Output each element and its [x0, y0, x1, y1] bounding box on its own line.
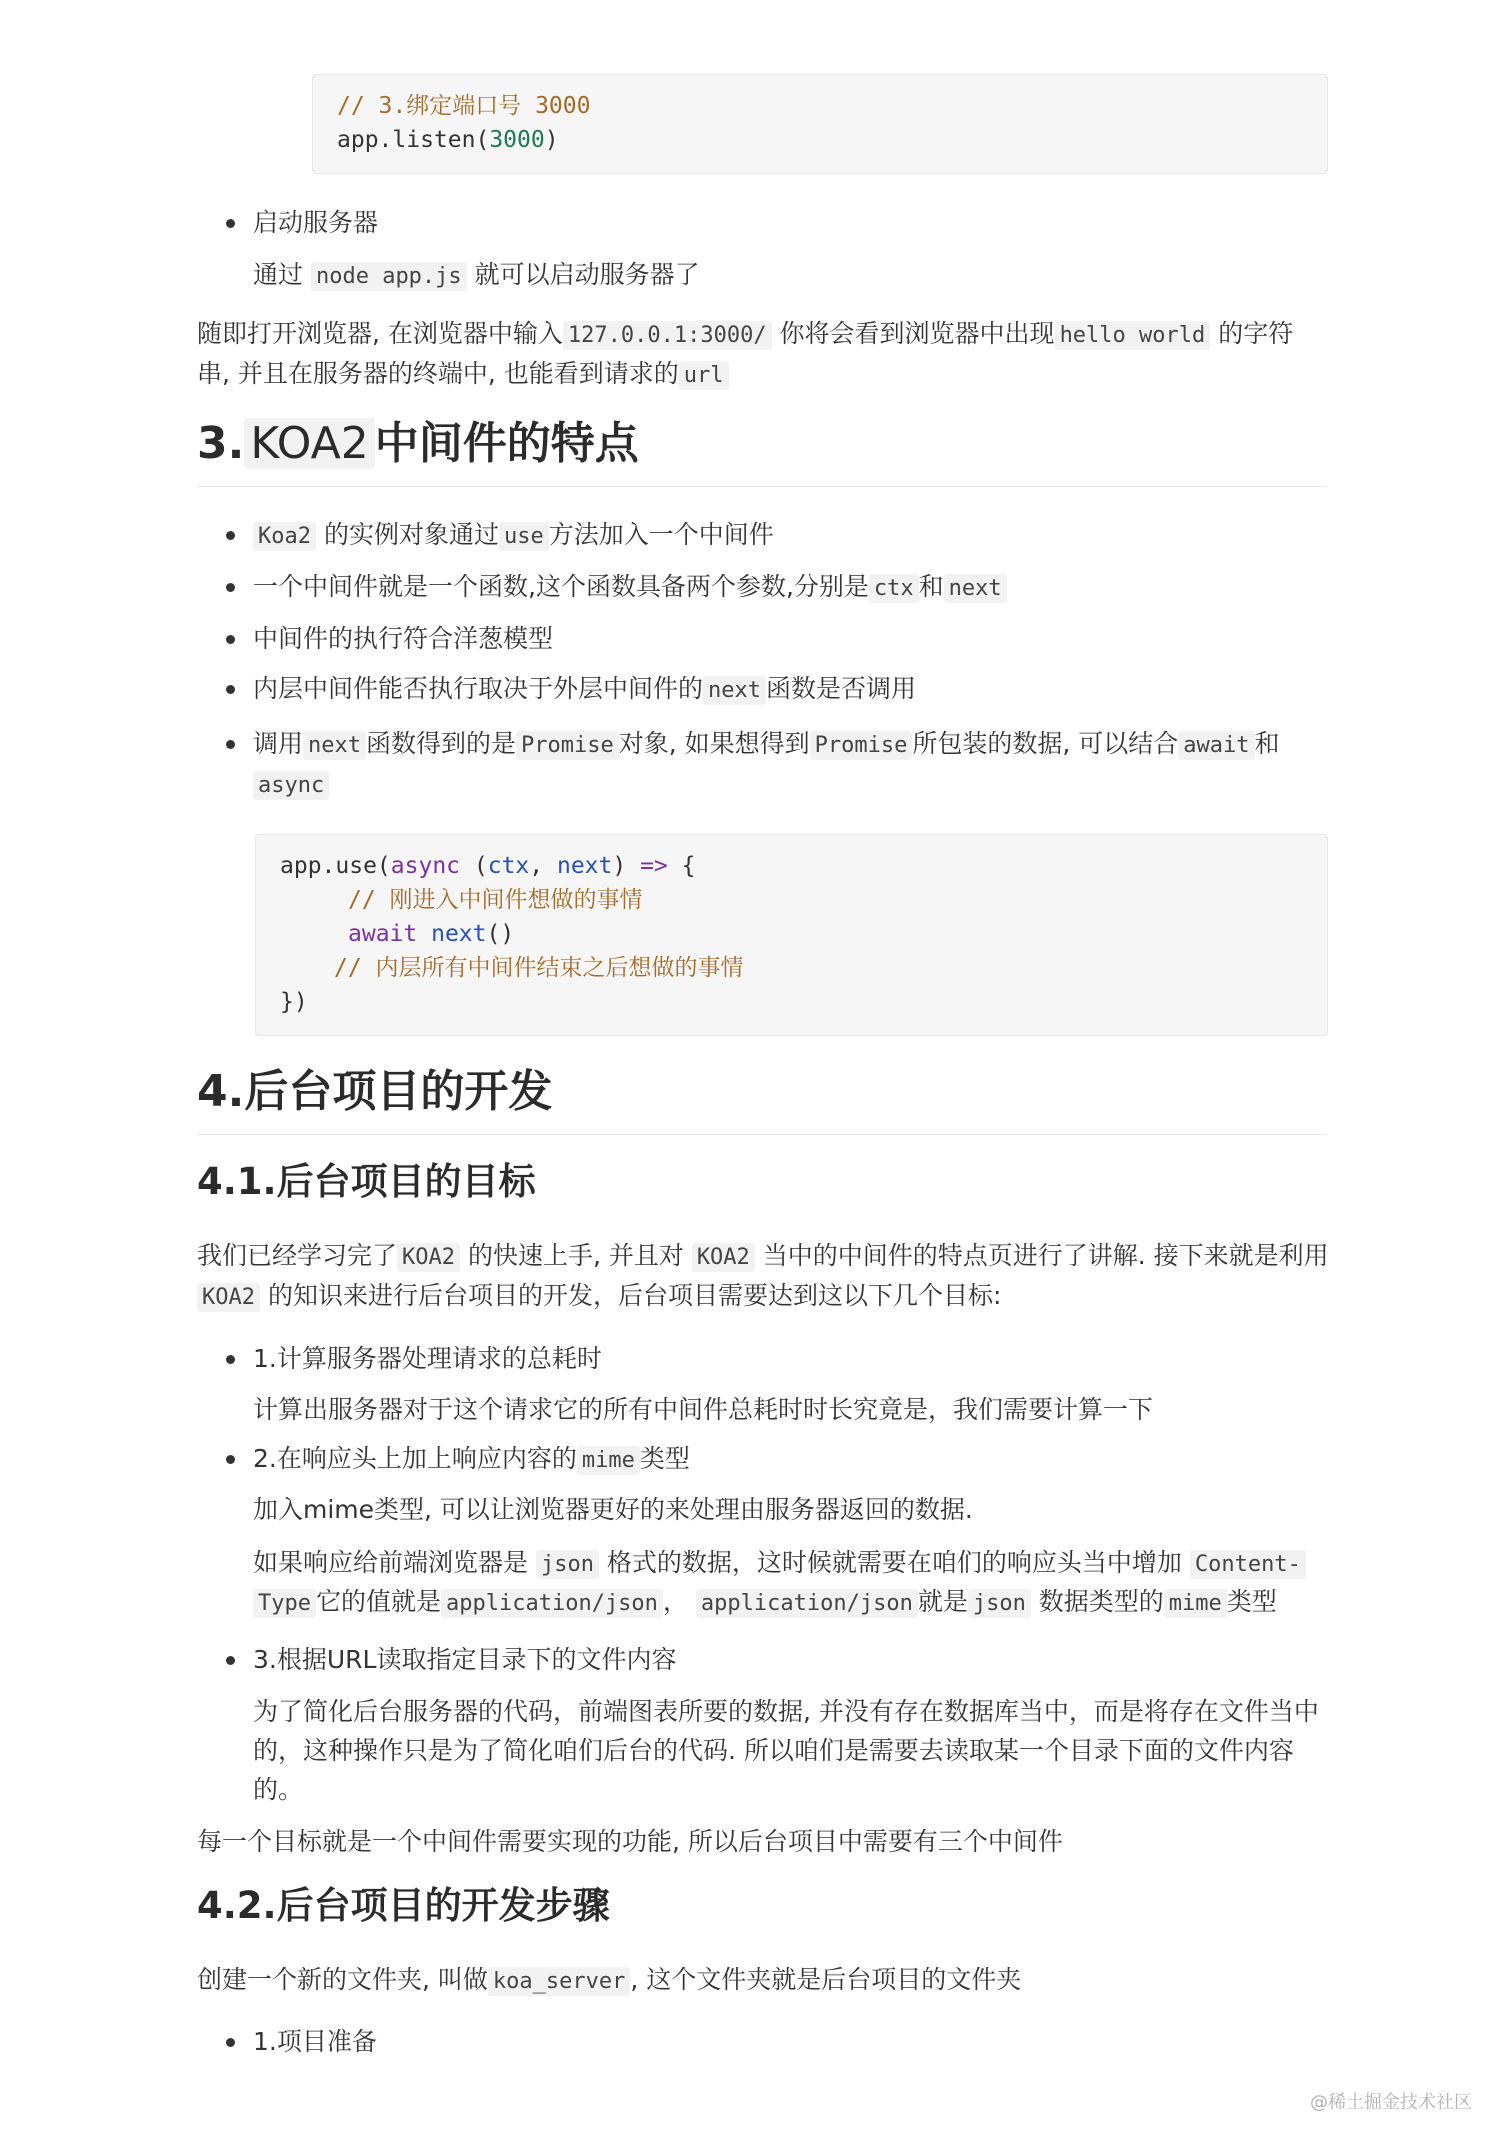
goal-3-desc-line3: 的。: [253, 1775, 304, 1804]
code-number: 3000: [489, 127, 545, 153]
start-server-desc: [253, 255, 700, 297]
inline-code: Content-: [1190, 1550, 1306, 1579]
text: 和: [1254, 729, 1280, 758]
bullet-dot: [226, 531, 235, 540]
text: 的字符: [1218, 319, 1294, 348]
code-keyword: await: [348, 921, 418, 947]
text: 的实例对象通过: [323, 520, 499, 549]
code-variable: next: [556, 853, 613, 879]
bullet-dot: [226, 583, 235, 592]
bullet-dot: [226, 2038, 235, 2047]
text: 你将会看到浏览器中出现: [779, 319, 1055, 348]
bullet-start-server: 启动服务器: [253, 208, 379, 237]
code-text: ): [612, 853, 641, 879]
text: 我们已经学习完了: [197, 1241, 398, 1270]
bullet-dot: [226, 219, 235, 228]
text: 格式的数据，这时候就需要在咱们的响应头当中增加: [606, 1548, 1182, 1577]
feature-item: [253, 567, 1007, 609]
text: 的知识来进行后台项目的开发，后台项目需要达到这以下几个目标:: [267, 1281, 1002, 1310]
code-line: [348, 917, 514, 951]
goals-summary: 每一个目标就是一个中间件需要实现的功能, 所以后台项目中需要有三个中间件: [197, 1827, 1063, 1856]
inline-code: next: [703, 676, 766, 705]
code-comment: // 刚进入中间件想做的事情: [348, 887, 643, 913]
heading-backend-development: 4.后台项目的开发: [197, 1066, 553, 1117]
heading-development-steps: 4.2.后台项目的开发步骤: [197, 1884, 610, 1927]
text: 类型: [1226, 1587, 1277, 1616]
code-comment: // 内层所有中间件结束之后想做的事情: [334, 955, 744, 981]
text: 数据类型的: [1038, 1587, 1164, 1616]
goal-1-title: 1.计算服务器处理请求的总耗时: [253, 1344, 602, 1373]
code-comment: // 3.绑定端口号 3000: [337, 93, 591, 119]
code-variable: ctx: [487, 853, 530, 879]
browser-paragraph-line2: [197, 354, 729, 396]
inline-code: ctx: [869, 574, 919, 603]
text: 对象, 如果想得到: [618, 729, 810, 758]
text: 的快速上手, 并且对: [467, 1241, 684, 1270]
text: 随即打开浏览器, 在浏览器中输入: [197, 319, 563, 348]
feature-item: 中间件的执行符合洋葱模型: [253, 624, 554, 653]
code-text: {: [667, 853, 696, 879]
text: , 这个文件夹就是后台项目的文件夹: [630, 1965, 1022, 1994]
bullet-dot: [226, 740, 235, 749]
text: 和: [918, 572, 944, 601]
text: 2.在响应头上加上响应内容的: [253, 1444, 577, 1473]
bullet-dot: [226, 685, 235, 694]
bullet-dot: [226, 1455, 235, 1464]
inline-code: mime: [577, 1446, 640, 1475]
goal-1-desc: 计算出服务器对于这个请求它的所有中间件总耗时时长究竟是，我们需要计算一下: [253, 1395, 1154, 1424]
goal-2-desc: 加入mime类型, 可以让浏览器更好的来处理由服务器返回的数据.: [253, 1495, 973, 1524]
step-1-title: 1.项目准备: [253, 2027, 377, 2056]
goal-3-desc-line1: 为了简化后台服务器的代码，前端图表所要的数据, 并没有存在数据库当中，而是将存在文件当中: [253, 1697, 1319, 1726]
code-line: [337, 123, 559, 157]
text: 通过: [253, 260, 304, 289]
code-text: ,: [529, 853, 557, 879]
code-operator: =>: [640, 853, 668, 879]
inline-code: Promise: [810, 731, 913, 760]
text: 函数得到的是: [366, 729, 517, 758]
inline-code: Type: [253, 1589, 316, 1618]
inline-code: koa_server: [488, 1967, 630, 1996]
code-block-middleware: [255, 834, 1328, 1036]
bullet-dot: [226, 635, 235, 644]
text: 所包装的数据, 可以结合: [912, 729, 1179, 758]
code-text: ): [544, 127, 559, 153]
text: 它的值就是: [315, 1587, 441, 1616]
text: 一个中间件就是一个函数,这个函数具备两个参数,分别是: [253, 572, 869, 601]
inline-code: json: [968, 1589, 1031, 1618]
goals-intro-line1: [197, 1236, 1329, 1278]
text: 函数是否调用: [766, 674, 917, 703]
inline-code: await: [1178, 731, 1254, 760]
text: 创建一个新的文件夹, 叫做: [197, 1965, 488, 1994]
goals-intro-line2: [197, 1276, 1001, 1318]
text: 就是: [917, 1587, 968, 1616]
code-text: app.use(: [280, 853, 391, 879]
inline-code: use: [499, 522, 549, 551]
code-text: }): [280, 989, 308, 1015]
inline-code: node app.js: [311, 262, 467, 291]
inline-code: Promise: [516, 731, 619, 760]
text: 方法加入一个中间件: [548, 520, 774, 549]
watermark: @稀土掘金技术社区: [1310, 2092, 1472, 2113]
code-text: [417, 921, 431, 947]
code-block-listen: [312, 74, 1328, 174]
heading-prefix: 3.: [197, 418, 245, 469]
inline-code: next: [944, 574, 1007, 603]
inline-code: url: [679, 361, 729, 390]
inline-code: async: [253, 771, 329, 800]
heading-divider: [197, 1134, 1327, 1135]
text: 就可以启动服务器了: [474, 260, 700, 289]
inline-code: next: [303, 731, 366, 760]
code-line: [280, 985, 308, 1019]
code-text: (: [460, 853, 488, 879]
inline-code: KOA2: [692, 1243, 755, 1272]
heading-koa2-middleware: [197, 414, 639, 474]
heading-suffix: 中间件的特点: [374, 418, 639, 469]
feature-item: [253, 515, 774, 557]
code-line: [348, 883, 643, 917]
code-variable: next: [431, 921, 487, 947]
code-line: [337, 89, 590, 123]
browser-paragraph-line1: [197, 314, 1293, 356]
code-text: app.listen(: [337, 127, 490, 153]
code-text: (): [486, 921, 515, 947]
heading-backend-goals: 4.1.后台项目的目标: [197, 1160, 536, 1203]
inline-code: hello world: [1055, 321, 1211, 350]
text: 串, 并且在服务器的终端中, 也能看到请求的: [197, 359, 679, 388]
heading-code: KOA2: [244, 418, 374, 469]
text: 当中的中间件的特点页进行了讲解. 接下来就是利用: [762, 1241, 1329, 1270]
code-line: [280, 849, 695, 883]
feature-item: [253, 669, 916, 711]
heading-divider: [197, 486, 1327, 487]
goal-2-detail-line2: [253, 1582, 1277, 1624]
feature-item-continued: [253, 764, 329, 806]
text: 调用: [253, 729, 304, 758]
inline-code: mime: [1164, 1589, 1227, 1618]
bullet-dot: [226, 1656, 235, 1665]
inline-code: 127.0.0.1:3000/: [563, 321, 772, 350]
text: ，: [662, 1587, 688, 1616]
text: 类型: [639, 1444, 690, 1473]
inline-code: KOA2: [397, 1243, 460, 1272]
inline-code: application/json: [441, 1589, 663, 1618]
inline-code: Koa2: [253, 522, 316, 551]
feature-item: [253, 724, 1280, 766]
inline-code: json: [536, 1550, 599, 1579]
goal-3-desc-line2: 的，这种操作只是为了简化咱们后台的代码. 所以咱们是需要去读取某一个目录下面的文件内容: [253, 1736, 1294, 1765]
code-keyword: async: [390, 853, 461, 879]
goal-2-detail-line1: [253, 1543, 1306, 1585]
inline-code: KOA2: [197, 1283, 260, 1312]
goal-2-title: [253, 1439, 690, 1481]
goal-3-title: 3.根据URL读取指定目录下的文件内容: [253, 1645, 677, 1674]
inline-code: application/json: [696, 1589, 918, 1618]
bullet-dot: [226, 1355, 235, 1364]
text: 如果响应给前端浏览器是: [253, 1548, 529, 1577]
steps-intro: [197, 1960, 1021, 2002]
code-line: [334, 951, 744, 985]
text: 内层中间件能否执行取决于外层中间件的: [253, 674, 704, 703]
